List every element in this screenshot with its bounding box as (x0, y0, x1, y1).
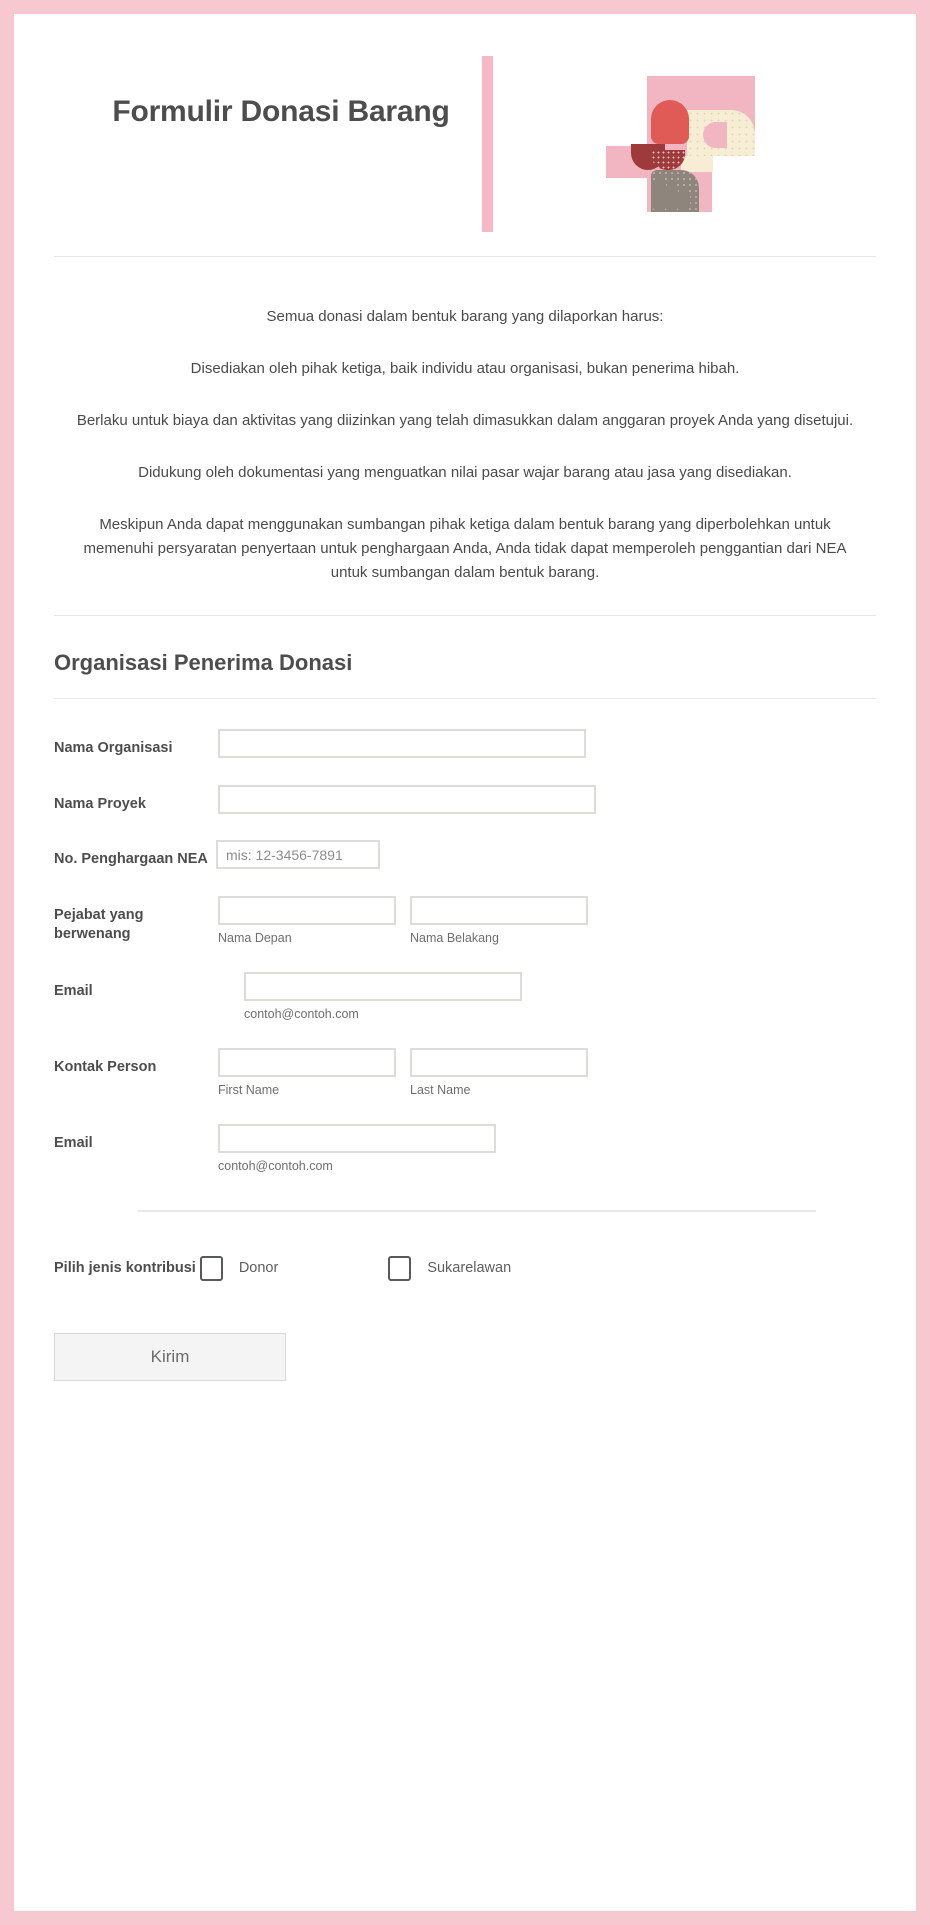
submit-area (14, 1281, 916, 1441)
no-penghargaan-nea-input[interactable] (216, 840, 380, 869)
header-title-container (54, 40, 454, 132)
section-heading: Organisasi Penerima Donasi (54, 650, 353, 675)
section-divider (54, 698, 876, 699)
label-email-pejabat: Email (54, 982, 93, 999)
section-organisasi (14, 616, 916, 699)
email-pejabat-input[interactable] (244, 972, 522, 1001)
page-title: Formulir Donasi Barang (112, 95, 450, 128)
label-email-kontak: Email (54, 1134, 93, 1151)
control-email-pejabat (216, 972, 876, 1022)
checkbox-label-donor: Donor (238, 1260, 279, 1277)
checkbox-label-sukarelawan: Sukarelawan (427, 1260, 512, 1277)
checkbox-donor[interactable] (200, 1256, 223, 1281)
control-no-penghargaan-nea (216, 840, 876, 869)
sublabel-first-name: First Name (218, 1082, 280, 1097)
pejabat-nama-belakang-input[interactable] (410, 896, 588, 925)
control-nama-organisasi (216, 729, 876, 758)
nama-organisasi-input[interactable] (218, 729, 586, 758)
pejabat-nama-depan-input[interactable] (218, 896, 396, 925)
control-pejabat-berwenang (216, 896, 876, 946)
hands-holding-heart-icon (603, 66, 783, 226)
art-shape-white-gap (712, 156, 772, 212)
contribution-type-row (14, 1212, 916, 1281)
control-email-kontak (216, 1124, 876, 1174)
form-fields (14, 705, 916, 1174)
label-nama-proyek: Nama Proyek (54, 795, 146, 812)
label-nama-organisasi: Nama Organisasi (54, 740, 173, 756)
field-row-pejabat-berwenang (54, 896, 876, 946)
intro-text-block (14, 257, 916, 585)
kontak-last-name-input[interactable] (410, 1048, 588, 1077)
art-shape-finger-3 (677, 190, 690, 212)
field-row-nama-organisasi (54, 729, 876, 759)
sublabel-last-name: Last Name (410, 1082, 471, 1097)
sublabel-nama-belakang: Nama Belakang (410, 930, 499, 945)
form-sheet (14, 14, 916, 1911)
sublabel-email-pejabat: contoh@contoh.com (244, 1006, 359, 1021)
kirim-button[interactable]: Kirim (54, 1333, 286, 1381)
label-kontak-person: Kontak Person (54, 1058, 157, 1075)
field-row-email-kontak (54, 1124, 876, 1174)
label-pejabat-berwenang: Pejabat yang berwenang (54, 906, 144, 943)
field-row-kontak-person (54, 1048, 876, 1098)
checkbox-group-sukarelawan[interactable] (388, 1256, 511, 1281)
checkbox-sukarelawan[interactable] (388, 1256, 411, 1281)
label-pilih-jenis-kontribusi: Pilih jenis kontribusi (54, 1260, 196, 1277)
nama-proyek-input[interactable] (218, 785, 596, 814)
header-vertical-bar (482, 56, 493, 232)
label-no-penghargaan-nea: No. Penghargaan NEA (54, 851, 208, 868)
form-header (14, 14, 916, 232)
art-shape-cream-lower (681, 156, 713, 172)
intro-paragraph: Semua donasi dalam bentuk barang yang dilaporkan harus: (266, 308, 664, 325)
field-row-nama-proyek (54, 785, 876, 815)
intro-paragraph: Didukung oleh dokumentasi yang menguatkan nilai pasar wajar barang atau jasa yang disediakan. (138, 464, 792, 481)
intro-paragraph: Disediakan oleh pihak ketiga, baik individu atau organisasi, bukan penerima hibah. (190, 360, 740, 377)
field-row-no-penghargaan-nea (54, 840, 876, 870)
kontak-first-name-input[interactable] (218, 1048, 396, 1077)
field-row-email-pejabat (54, 972, 876, 1022)
sublabel-email-kontak: contoh@contoh.com (218, 1158, 333, 1173)
sublabel-nama-depan: Nama Depan (218, 930, 292, 945)
intro-paragraph: Berlaku untuk biaya dan aktivitas yang diizinkan yang telah dimasukkan dalam anggaran proyek Anda yang disetujui. (76, 412, 854, 429)
intro-paragraph: Meskipun Anda dapat menggunakan sumbangan pihak ketiga dalam bentuk barang yang diperbolehkan untuk memenuhi persyaratan penyertaan untuk penghargaan Anda, Anda tidak dapat memperoleh penggantian dari NEA untuk sumbangan dalam bentuk barang. (83, 516, 847, 581)
checkbox-group-donor[interactable] (200, 1256, 279, 1281)
control-nama-proyek (216, 785, 876, 814)
control-kontak-person (216, 1048, 876, 1098)
email-kontak-input[interactable] (218, 1124, 496, 1153)
art-shape-cream-cutout (703, 122, 727, 148)
heart-icon (651, 100, 689, 144)
